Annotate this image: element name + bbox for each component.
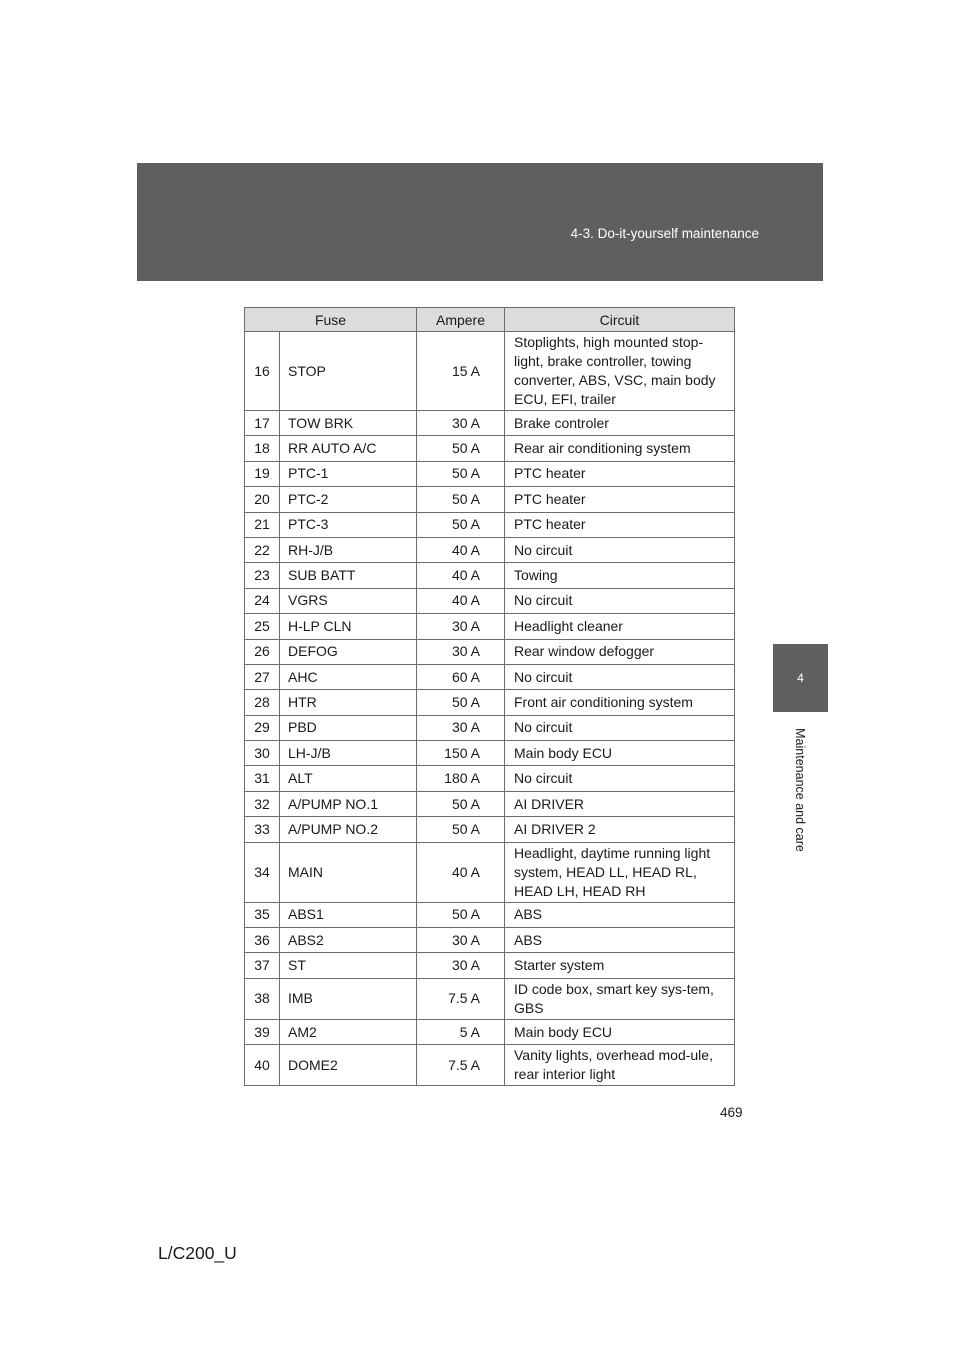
table-row — [245, 639, 735, 664]
circuit-cell: Rear air conditioning system — [505, 436, 735, 461]
table-row — [245, 664, 735, 689]
fuse-number-cell: 32 — [245, 791, 280, 816]
ampere-cell: 50 A — [417, 690, 505, 715]
circuit-cell: Headlight, daytime running light system, HEAD LL, HEAD RL, HEAD LH, HEAD RH — [505, 842, 735, 902]
fuse-name-cell: DEFOG — [280, 639, 417, 664]
fuse-name-cell: STOP — [280, 332, 417, 411]
table-row — [245, 817, 735, 842]
fuse-number-cell: 30 — [245, 741, 280, 766]
fuse-number-cell: 31 — [245, 766, 280, 791]
fuse-name-cell: AHC — [280, 664, 417, 689]
fuse-number-cell: 26 — [245, 639, 280, 664]
circuit-cell: Vanity lights, overhead mod-ule, rear interior light — [505, 1045, 735, 1086]
table-body — [245, 332, 735, 1086]
fuse-number-cell: 29 — [245, 715, 280, 740]
table-row — [245, 487, 735, 512]
table-row — [245, 928, 735, 953]
fuse-number-cell: 35 — [245, 902, 280, 927]
fuse-name-cell: ST — [280, 953, 417, 978]
fuse-name-cell: PTC-1 — [280, 461, 417, 486]
fuse-number-cell: 38 — [245, 978, 280, 1019]
column-header-ampere: Ampere — [417, 308, 505, 332]
ampere-cell: 50 A — [417, 791, 505, 816]
fuse-name-cell: PBD — [280, 715, 417, 740]
fuse-name-cell: H-LP CLN — [280, 614, 417, 639]
section-title: 4-3. Do-it-yourself maintenance — [570, 226, 759, 241]
fuse-name-cell: RR AUTO A/C — [280, 436, 417, 461]
table-header-row — [245, 308, 735, 332]
table-row — [245, 791, 735, 816]
table-row — [245, 1045, 735, 1086]
circuit-cell: Rear window defogger — [505, 639, 735, 664]
fuse-number-cell: 33 — [245, 817, 280, 842]
table-row — [245, 588, 735, 613]
circuit-cell: Starter system — [505, 953, 735, 978]
circuit-cell: No circuit — [505, 588, 735, 613]
fuse-number-cell: 36 — [245, 928, 280, 953]
fuse-number-cell: 34 — [245, 842, 280, 902]
fuse-name-cell: RH-J/B — [280, 537, 417, 562]
circuit-cell: No circuit — [505, 537, 735, 562]
fuse-number-cell: 24 — [245, 588, 280, 613]
table-row — [245, 512, 735, 537]
fuse-name-cell: ABS2 — [280, 928, 417, 953]
fuse-number-cell: 18 — [245, 436, 280, 461]
table-row — [245, 766, 735, 791]
fuse-name-cell: PTC-3 — [280, 512, 417, 537]
fuse-name-cell: VGRS — [280, 588, 417, 613]
ampere-cell: 7.5 A — [417, 1045, 505, 1086]
fuse-name-cell: HTR — [280, 690, 417, 715]
fuse-name-cell: ABS1 — [280, 902, 417, 927]
circuit-cell: Brake controler — [505, 411, 735, 436]
circuit-cell: ABS — [505, 928, 735, 953]
fuse-number-cell: 16 — [245, 332, 280, 411]
table-row — [245, 741, 735, 766]
ampere-cell: 15 A — [417, 332, 505, 411]
fuse-name-cell: TOW BRK — [280, 411, 417, 436]
fuse-number-cell: 20 — [245, 487, 280, 512]
ampere-cell: 5 A — [417, 1019, 505, 1044]
ampere-cell: 30 A — [417, 614, 505, 639]
fuse-name-cell: DOME2 — [280, 1045, 417, 1086]
ampere-cell: 180 A — [417, 766, 505, 791]
table-row — [245, 614, 735, 639]
fuse-number-cell: 17 — [245, 411, 280, 436]
ampere-cell: 40 A — [417, 537, 505, 562]
table-row — [245, 690, 735, 715]
circuit-cell: ABS — [505, 902, 735, 927]
circuit-cell: PTC heater — [505, 487, 735, 512]
ampere-cell: 60 A — [417, 664, 505, 689]
fuse-name-cell: LH-J/B — [280, 741, 417, 766]
fuse-name-cell: MAIN — [280, 842, 417, 902]
circuit-cell: Front air conditioning system — [505, 690, 735, 715]
table-row — [245, 332, 735, 411]
ampere-cell: 30 A — [417, 953, 505, 978]
fuse-name-cell: A/PUMP NO.2 — [280, 817, 417, 842]
fuse-name-cell: AM2 — [280, 1019, 417, 1044]
circuit-cell: Headlight cleaner — [505, 614, 735, 639]
column-header-fuse: Fuse — [245, 308, 417, 332]
header-band — [137, 163, 823, 281]
table-row — [245, 563, 735, 588]
circuit-cell: ID code box, smart key sys-tem, GBS — [505, 978, 735, 1019]
table-row — [245, 461, 735, 486]
fuse-name-cell: PTC-2 — [280, 487, 417, 512]
fuse-number-cell: 21 — [245, 512, 280, 537]
ampere-cell: 50 A — [417, 817, 505, 842]
chapter-label: Maintenance and care — [793, 728, 807, 852]
page-number: 469 — [720, 1105, 743, 1120]
fuse-number-cell: 37 — [245, 953, 280, 978]
fuse-number-cell: 27 — [245, 664, 280, 689]
ampere-cell: 150 A — [417, 741, 505, 766]
circuit-cell: Stoplights, high mounted stop-light, brake controller, towing converter, ABS, VSC, main body ECU, EFI, trailer — [505, 332, 735, 411]
circuit-cell: PTC heater — [505, 512, 735, 537]
circuit-cell: AI DRIVER — [505, 791, 735, 816]
fuse-number-cell: 28 — [245, 690, 280, 715]
fuse-number-cell: 39 — [245, 1019, 280, 1044]
chapter-number: 4 — [797, 671, 804, 685]
ampere-cell: 40 A — [417, 842, 505, 902]
table-row — [245, 537, 735, 562]
ampere-cell: 30 A — [417, 639, 505, 664]
fuse-number-cell: 40 — [245, 1045, 280, 1086]
table-row — [245, 978, 735, 1019]
fuse-table — [244, 307, 735, 1086]
column-header-circuit: Circuit — [505, 308, 735, 332]
table-row — [245, 715, 735, 740]
table-row — [245, 436, 735, 461]
circuit-cell: Main body ECU — [505, 1019, 735, 1044]
fuse-name-cell: IMB — [280, 978, 417, 1019]
fuse-name-cell: A/PUMP NO.1 — [280, 791, 417, 816]
circuit-cell: Towing — [505, 563, 735, 588]
fuse-number-cell: 22 — [245, 537, 280, 562]
fuse-number-cell: 23 — [245, 563, 280, 588]
circuit-cell: No circuit — [505, 664, 735, 689]
model-code: L/C200_U — [158, 1243, 237, 1263]
ampere-cell: 30 A — [417, 928, 505, 953]
table-row — [245, 953, 735, 978]
circuit-cell: No circuit — [505, 766, 735, 791]
fuse-number-cell: 19 — [245, 461, 280, 486]
table-row — [245, 411, 735, 436]
fuse-name-cell: SUB BATT — [280, 563, 417, 588]
table-row — [245, 1019, 735, 1044]
circuit-cell: PTC heater — [505, 461, 735, 486]
circuit-cell: No circuit — [505, 715, 735, 740]
table-row — [245, 842, 735, 902]
chapter-tab — [773, 644, 828, 712]
ampere-cell: 7.5 A — [417, 978, 505, 1019]
fuse-number-cell: 25 — [245, 614, 280, 639]
ampere-cell: 40 A — [417, 563, 505, 588]
circuit-cell: Main body ECU — [505, 741, 735, 766]
ampere-cell: 50 A — [417, 487, 505, 512]
ampere-cell: 30 A — [417, 715, 505, 740]
ampere-cell: 50 A — [417, 436, 505, 461]
ampere-cell: 50 A — [417, 461, 505, 486]
ampere-cell: 30 A — [417, 411, 505, 436]
ampere-cell: 50 A — [417, 902, 505, 927]
table-row — [245, 902, 735, 927]
circuit-cell: AI DRIVER 2 — [505, 817, 735, 842]
ampere-cell: 40 A — [417, 588, 505, 613]
ampere-cell: 50 A — [417, 512, 505, 537]
fuse-name-cell: ALT — [280, 766, 417, 791]
